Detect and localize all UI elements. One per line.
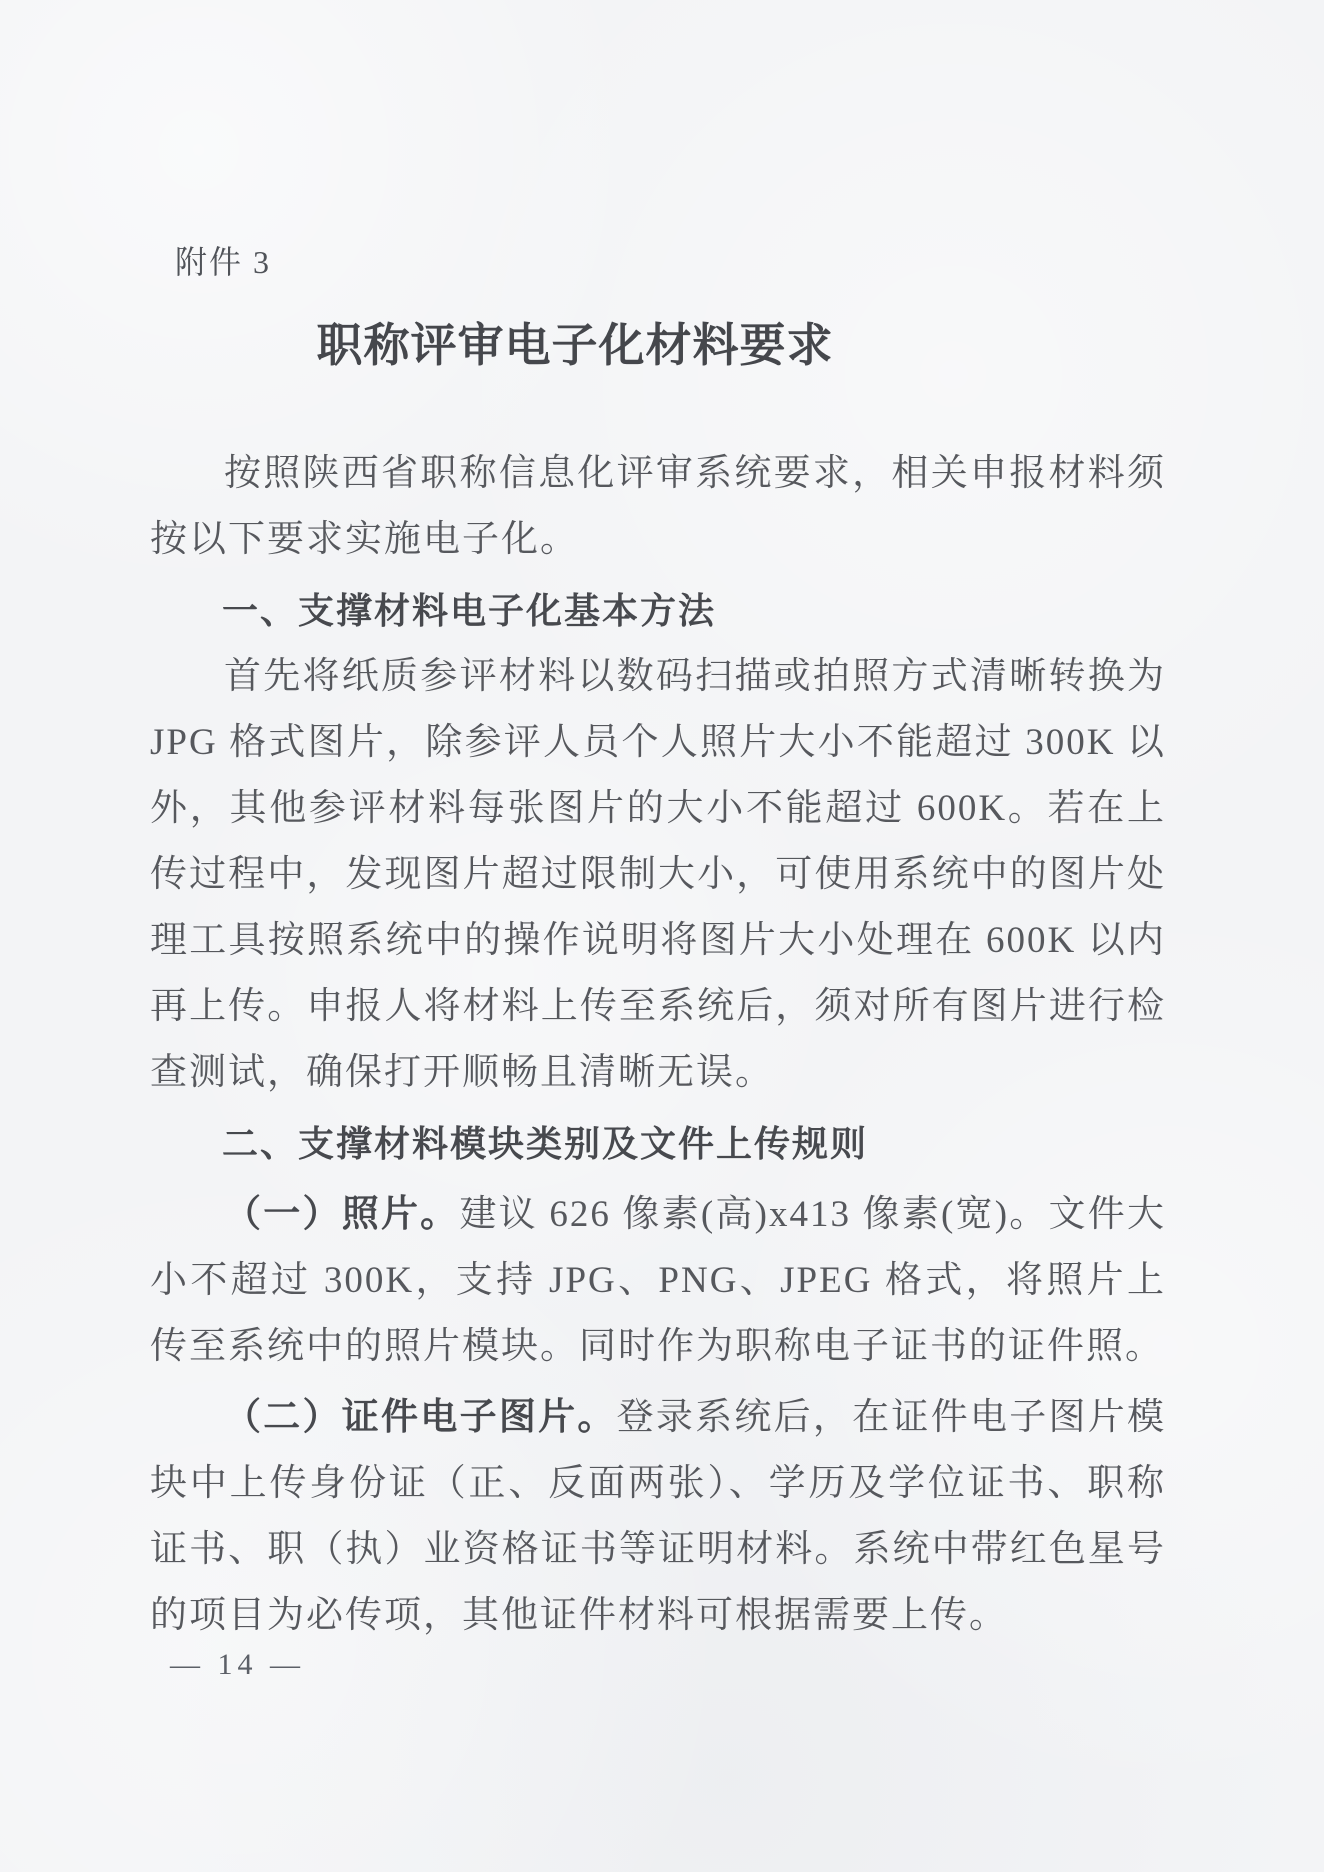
section2-item1 [150,1181,1166,1380]
item2-text: 登录系统后，在证件电子图片模块中上传身份证（正、反面两张）、学历及学位证书、职称证书、职（执）业资格证书等证明材料。系统中带红色星号的项目为必传项，其他证件材料可根据需要上传。 [150,1397,1166,1636]
document-title: 职称评审电子化材料要求 [316,319,834,371]
section2-item2 [150,1384,1166,1649]
item2-label: （二）证件电子图片。 [224,1396,617,1437]
item1-text: 建议 626 像素(高)x413 像素(宽)。文件大小不超过 300K，支持 JPG、PNG、JPEG 格式，将照片上传至系统中的照片模块。同时作为职称电子证书的证件照。 [150,1194,1167,1367]
section1-heading: 一、支撑材料电子化基本方法 [222,590,717,631]
page-number: — 14 — [170,1648,305,1681]
document-body [150,441,1166,1649]
attachment-label: 附件 3 [175,244,272,280]
item1-label: （一）照片。 [224,1193,460,1234]
section1-paragraph: 首先将纸质参评材料以数码扫描或拍照方式清晰转换为 JPG 格式图片，除参评人员个人照片大小不能超过 300K 以外，其他参评材料每张图片的大小不能超过 600K。若在上传过程中，发现图片超过限制大小，可使用系统中的图片处理工具按照系统中的操作说明将图片大小处理在 600K 以内再上传。申报人将材料上传至系统后，须对所有图片进行检查测试，确保打开顺畅且清晰无误。 [150,656,1166,1093]
section2-heading: 二、支撑材料模块类别及文件上传规则 [222,1123,869,1164]
intro-paragraph: 按照陕西省职称信息化评审系统要求，相关申报材料须按以下要求实施电子化。 [150,453,1166,560]
